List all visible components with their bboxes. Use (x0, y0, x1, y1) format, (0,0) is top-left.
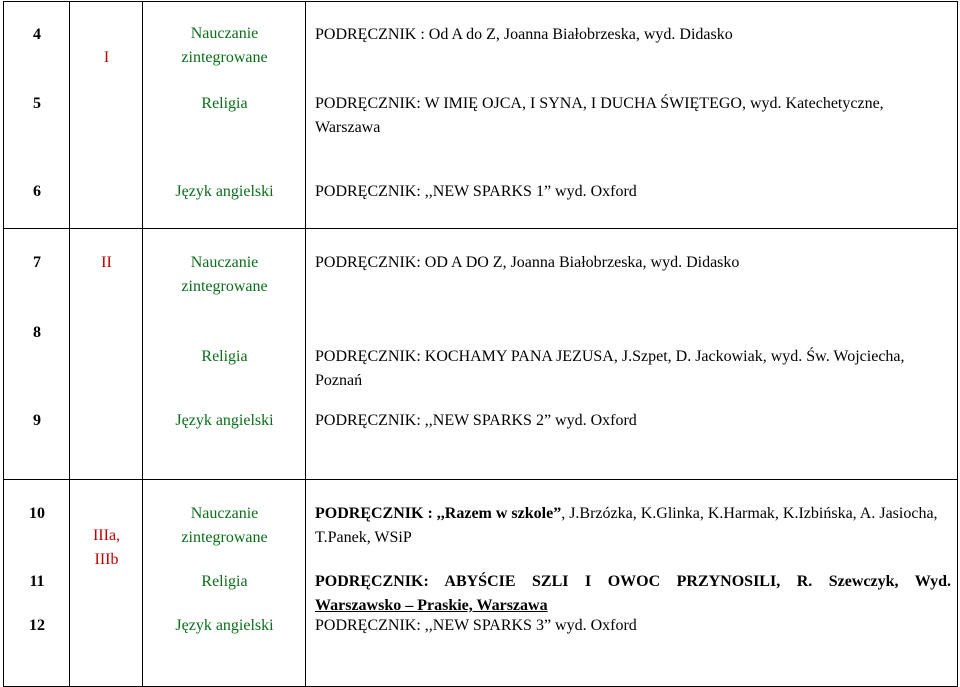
class-label: I (103, 49, 110, 66)
textbook-details: : ,,NEW SPARKS 3” wyd. Oxford (416, 617, 637, 634)
textbook-table (3, 1, 958, 687)
textbook-label: PODRĘCZNIK : ,,Razem w szkole” (315, 505, 562, 522)
textbook-entry (315, 502, 951, 550)
subject-label: Religia (201, 348, 248, 365)
textbook-entry (315, 23, 951, 47)
subject-label: Nauczanie zintegrowane (181, 254, 268, 295)
textbook-entry (315, 251, 951, 275)
subject-label: Religia (201, 95, 248, 112)
textbook-details: : ,,NEW SPARKS 1” wyd. Oxford (416, 183, 637, 200)
row-number: 12 (29, 617, 45, 634)
textbook-entry (315, 409, 951, 433)
row-number: 11 (29, 573, 45, 590)
textbook-details: , J.Brzózka, K.Glinka, K.Harmak, K.Izbińska, A. Jasiocha, T.Panek, WSiP (315, 505, 938, 546)
row-number: 9 (33, 412, 41, 429)
row-number: 7 (33, 254, 41, 271)
textbook-entry (315, 570, 951, 618)
subject-label: Nauczanie zintegrowane (181, 505, 268, 546)
table-row (4, 229, 958, 480)
class-label: II (101, 254, 112, 271)
row-number: 6 (33, 183, 41, 200)
textbook-label: PODRĘCZNIK (315, 26, 417, 43)
table-row (4, 480, 958, 687)
textbook-label: PODRĘCZNIK (315, 617, 417, 634)
textbook-details: : KOCHAMY PANA JEZUSA, J.Szpet, D. Jackowiak, wyd. Św. Wojciecha, Poznań (315, 348, 905, 389)
class-label: IIIa, IIIb (92, 527, 121, 568)
subject-label: Religia (201, 573, 248, 590)
row-number: 10 (29, 505, 45, 522)
subject-label: Nauczanie zintegrowane (181, 25, 268, 66)
subject-label: Język angielski (175, 617, 274, 634)
textbook-label: PODRĘCZNIK (315, 412, 417, 429)
subject-label: Język angielski (175, 183, 274, 200)
textbook-entry (315, 180, 951, 204)
textbook-label-2: Warszawsko – Praskie, Warszawa (315, 597, 548, 614)
textbook-label: PODRĘCZNIK: ABYŚCIE SZLI I OWOC PRZYNOSILI, R. Szewczyk, Wyd. (315, 573, 951, 590)
table-row (4, 2, 958, 229)
textbook-details: : Od A do Z, Joanna Białobrzeska, wyd. Didasko (416, 26, 733, 43)
textbook-label: PODRĘCZNIK (315, 183, 417, 200)
textbook-entry (315, 614, 951, 638)
textbook-entry (315, 92, 951, 140)
row-number: 4 (33, 26, 41, 43)
textbook-label: PODRĘCZNIK (315, 95, 417, 112)
row-number: 5 (33, 95, 41, 112)
textbook-details: : ,,NEW SPARKS 2” wyd. Oxford (416, 412, 637, 429)
textbook-label: PODRĘCZNIK (315, 254, 417, 271)
textbook-entry (315, 345, 951, 393)
subject-label: Język angielski (175, 412, 274, 429)
textbook-details: : OD A DO Z, Joanna Białobrzeska, wyd. Didasko (416, 254, 740, 271)
textbook-label: PODRĘCZNIK (315, 348, 417, 365)
textbook-details: : W IMIĘ OJCA, I SYNA, I DUCHA ŚWIĘTEGO, wyd. Katechetyczne, Warszawa (315, 95, 884, 136)
row-number: 8 (33, 324, 41, 341)
